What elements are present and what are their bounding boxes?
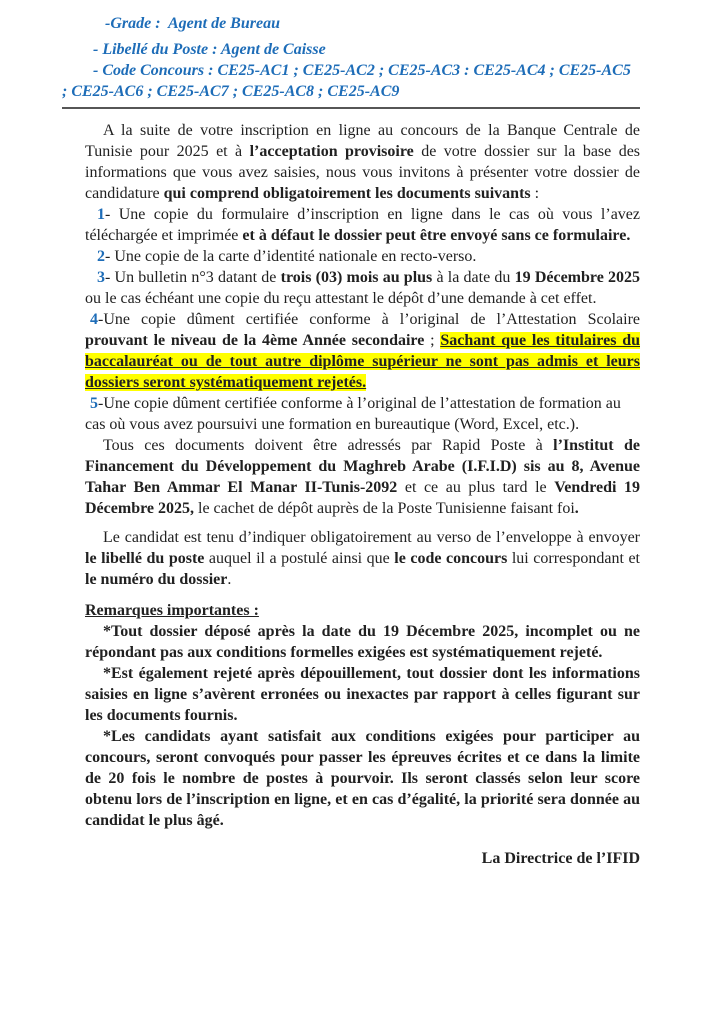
document-body — [85, 120, 640, 869]
remark-paragraph-2: *Est également rejeté après dépouillement, tout dossier dont les informations saisies en ligne s’avèrent erronées ou inexactes par rapport à celles figurant sur les documents fournis. — [85, 665, 640, 724]
remark-paragraph-3: *Les candidats ayant satisfait aux conditions exigées pour participer au concours, seront convoqués pour passer les épreuves écrites et ce dans la limite de 20 fois le nombre de postes à pourvoir. Ils seront classés selon leur score obtenu lors de l’inscription en ligne, et en cas d’égalité, la priorité sera donnée au candidat le plus âgé. — [85, 728, 640, 829]
list-item-2: 2- Une copie de la carte d’identité nationale en recto-verso. — [97, 248, 477, 265]
list-item-1: 1- Une copie du formulaire d’inscription en ligne dans le cas où vous l’avez téléchargée et imprimée et à défaut le dossier peut être envoyé sans ce formulaire. — [85, 206, 640, 244]
list-item-5: 5-Une copie dûment certifiée conforme à l’original de l’attestation de formation au cas où vous avez poursuivi une formation en bureautique (Word, Excel, etc.). — [85, 395, 621, 433]
list-item-4: 4-Une copie dûment certifiée conforme à l’original de l’Attestation Scolaire prouvant le niveau de la 4ème Année secondaire ; Sachant que les titulaires du baccalauréat ou de tout autre diplôme supérieur ne sont pas admis et leurs dossiers seront systématiquement rejetés. — [85, 311, 640, 391]
grade-line: -Grade : Agent de Bureau — [105, 15, 280, 32]
code-concours-line: - Code Concours : CE25-AC1 ; CE25-AC2 ; CE25-AC3 : CE25-AC4 ; CE25-AC5 ; CE25-AC6 ; CE25-AC7 ; CE25-AC8 ; CE25-AC9 — [62, 62, 631, 100]
document-header — [62, 13, 640, 109]
envelope-paragraph: Le candidat est tenu d’indiquer obligatoirement au verso de l’enveloppe à envoyer le libellé du poste auquel il a postulé ainsi que le code concours lui correspondant et le numéro du dossier. — [85, 529, 640, 588]
intro-paragraph: A la suite de votre inscription en ligne au concours de la Banque Centrale de Tunisie pour 2025 et à l’acceptation provisoire de votre dossier sur la base des informations que vous avez saisies, nous vous invitons à présenter votre dossier de candidature qui comprend obligatoirement les documents suivants : — [85, 122, 641, 202]
remarks-heading: Remarques importantes : — [85, 602, 259, 619]
remark-paragraph-1: *Tout dossier déposé après la date du 19 Décembre 2025, incomplet ou ne répondant pas aux conditions formelles exigées est systématiquement rejeté. — [85, 623, 640, 661]
signature-text: La Directrice de l’IFID — [481, 850, 640, 867]
mailing-paragraph: Tous ces documents doivent être adressés par Rapid Poste à l’Institut de Financement du Développement du Maghreb Arabe (I.F.I.D) sis au 8, Avenue Tahar Ben Ammar El Manar II-Tunis-2092 et ce au plus tard le Vendredi 19 Décembre 2025, le cachet de dépôt auprès de la Poste Tunisienne faisant foi. — [85, 437, 641, 517]
poste-line: - Libellé du Poste : Agent de Caisse — [93, 41, 326, 58]
list-item-3: 3- Un bulletin n°3 datant de trois (03) mois au plus à la date du 19 Décembre 2025 ou le cas échéant une copie du reçu attestant le dépôt d’une demande à cet effet. — [85, 269, 641, 307]
